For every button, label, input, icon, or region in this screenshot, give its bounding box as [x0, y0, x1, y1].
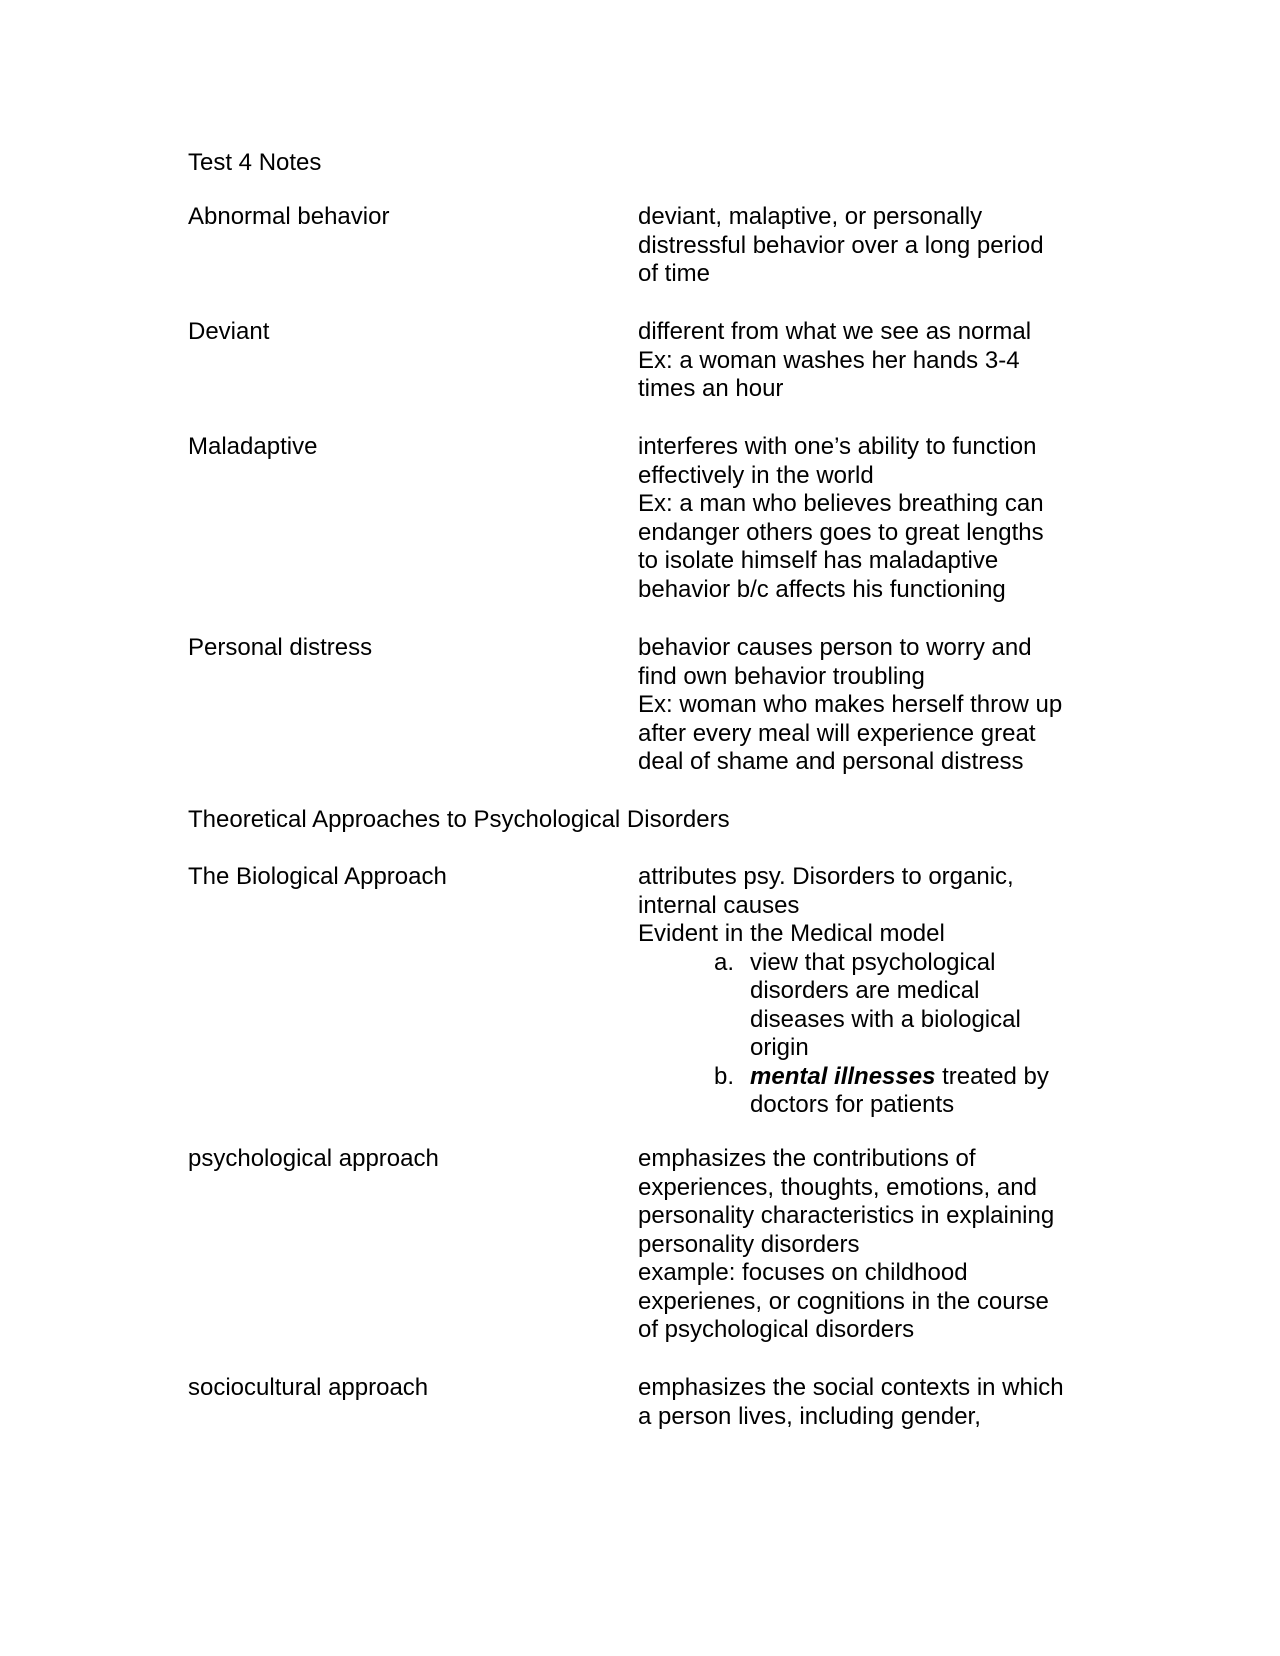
- definition-line: times an hour: [638, 375, 784, 402]
- list-item-line: doctors for patients: [750, 1091, 955, 1118]
- definition-line: example: focuses on childhood: [638, 1259, 968, 1286]
- definition-line: effectively in the world: [638, 461, 874, 489]
- definition-line: emphasizes the contributions of: [638, 1145, 976, 1172]
- definition-line: Ex: woman who makes herself throw up: [638, 691, 1063, 718]
- definition-line: after every meal will experience great: [638, 719, 1036, 747]
- list-item-line: origin: [750, 1034, 809, 1061]
- definition-line: interferes with one’s ability to function: [638, 433, 1037, 460]
- list-item: [638, 949, 1078, 1063]
- definition-line: to isolate himself has maladaptive: [638, 547, 999, 574]
- definition-line: Ex: a woman washes her hands 3-4: [638, 346, 1020, 374]
- definition-line: personality characteristics in explaining: [638, 1202, 1055, 1229]
- definition-line: of time: [638, 260, 711, 287]
- definition-line: of psychological disorders: [638, 1316, 915, 1343]
- term-maladaptive: Maladaptive: [188, 433, 318, 460]
- definition-line: deviant, malaptive, or personally: [638, 203, 983, 230]
- list-marker: b.: [714, 1062, 735, 1090]
- section-heading: Theoretical Approaches to Psychological Disorders: [188, 806, 730, 833]
- term-psychological-approach: psychological approach: [188, 1145, 439, 1172]
- definition-line: attributes psy. Disorders to organic,: [638, 863, 1014, 890]
- list-item-line: view that psychological: [750, 948, 996, 976]
- term-biological-approach: The Biological Approach: [188, 863, 447, 890]
- list-item: [638, 1063, 1078, 1120]
- list-item-text: treated by: [935, 1062, 1049, 1090]
- term-deviant: Deviant: [188, 318, 270, 345]
- definition-line: endanger others goes to great lengths: [638, 518, 1044, 546]
- definition-line: personality disorders: [638, 1230, 860, 1258]
- definition-personal-distress: [638, 634, 1078, 777]
- term-sociocultural-approach: sociocultural approach: [188, 1374, 429, 1401]
- list-item-line: [750, 1063, 1078, 1092]
- definition-line: a person lives, including gender,: [638, 1402, 981, 1430]
- definition-psychological-approach: [638, 1145, 1078, 1345]
- definition-line: distressful behavior over a long period: [638, 231, 1044, 259]
- list-marker: a.: [714, 948, 735, 976]
- medical-model-list: [638, 949, 1078, 1120]
- list-item-line: diseases with a biological: [750, 1005, 1021, 1033]
- definition-biological-approach: [638, 863, 1078, 1120]
- definition-abnormal-behavior: [638, 203, 1078, 289]
- definition-line: find own behavior troubling: [638, 662, 925, 690]
- definition-line: different from what we see as normal: [638, 318, 1032, 345]
- definition-line: behavior causes person to worry and: [638, 634, 1032, 661]
- term-personal-distress: Personal distress: [188, 634, 373, 661]
- definition-line: emphasizes the social contexts in which: [638, 1374, 1064, 1401]
- definition-line: internal causes: [638, 891, 800, 919]
- definition-deviant: [638, 318, 1078, 404]
- definition-line: deal of shame and personal distress: [638, 748, 1024, 775]
- definition-line: Evident in the Medical model: [638, 920, 945, 947]
- definition-line: behavior b/c affects his functioning: [638, 575, 1006, 603]
- document-title: Test 4 Notes: [188, 149, 322, 176]
- list-item-line: disorders are medical: [750, 977, 980, 1004]
- term-abnormal-behavior: Abnormal behavior: [188, 203, 390, 230]
- definition-line: Ex: a man who believes breathing can: [638, 490, 1044, 517]
- definition-line: experienes, or cognitions in the course: [638, 1287, 1049, 1315]
- definition-sociocultural-approach: [638, 1374, 1078, 1431]
- emphasized-term: mental illnesses: [750, 1062, 936, 1090]
- definition-maladaptive: [638, 433, 1078, 604]
- definition-line: experiences, thoughts, emotions, and: [638, 1173, 1037, 1201]
